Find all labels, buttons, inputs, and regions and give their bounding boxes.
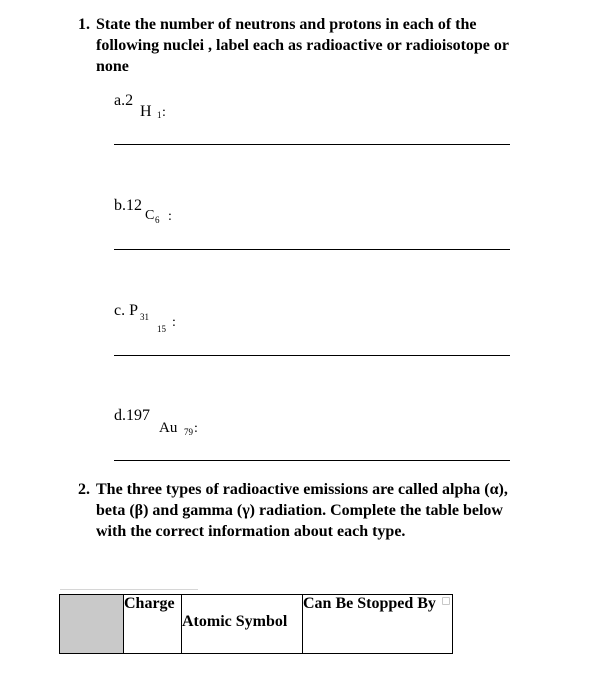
question-1-text: State the number of neutrons and protons in each of the following nuclei , label each as radioactive or radioisotope or none [96, 16, 509, 75]
table-handle-icon[interactable] [442, 597, 450, 605]
table-header-can-be-stopped-by[interactable] [303, 595, 453, 654]
table-header-atomic-symbol[interactable]: Atomic Symbol [182, 595, 303, 654]
table-header-can-be-stopped-by-label: Can Be Stopped By [303, 595, 436, 612]
table-header-charge[interactable]: Charge [124, 595, 182, 654]
question-2-text: The three types of radioactive emissions are called alpha (α), beta (β) and gamma (γ) radiation. Complete the table below with the correct information about each type. [96, 481, 508, 540]
question-2-number: 2. [78, 481, 90, 498]
item-d-subscript: 79 [184, 427, 193, 437]
item-c-prefix: c. P [114, 302, 138, 319]
answer-line-d[interactable] [114, 460, 510, 461]
table-top-rule [60, 589, 198, 590]
item-b-prefix: b.12 [114, 197, 142, 214]
question-1-number: 1. [78, 16, 90, 33]
item-d-prefix: d.197 [114, 407, 150, 424]
item-b-colon: : [168, 209, 172, 224]
item-c-colon: : [172, 315, 176, 330]
item-a-colon: : [162, 105, 166, 120]
item-b-symbol: C [145, 208, 155, 223]
item-c-mass-number: 31 [140, 312, 149, 322]
item-a-subscript: 1 [157, 110, 162, 120]
item-c-atomic-number: 15 [157, 324, 166, 334]
item-a-symbol: H [140, 103, 152, 120]
emissions-table [59, 594, 453, 654]
answer-line-a[interactable] [114, 144, 510, 145]
answer-line-c[interactable] [114, 355, 510, 356]
item-d-symbol: Au [159, 420, 178, 436]
item-a-prefix: a.2 [114, 92, 134, 109]
item-b-subscript: 6 [155, 215, 160, 225]
item-d-colon: : [194, 421, 198, 436]
table-header-row [60, 595, 453, 654]
table-header-empty-cell[interactable] [60, 595, 124, 654]
answer-line-b[interactable] [114, 249, 510, 250]
